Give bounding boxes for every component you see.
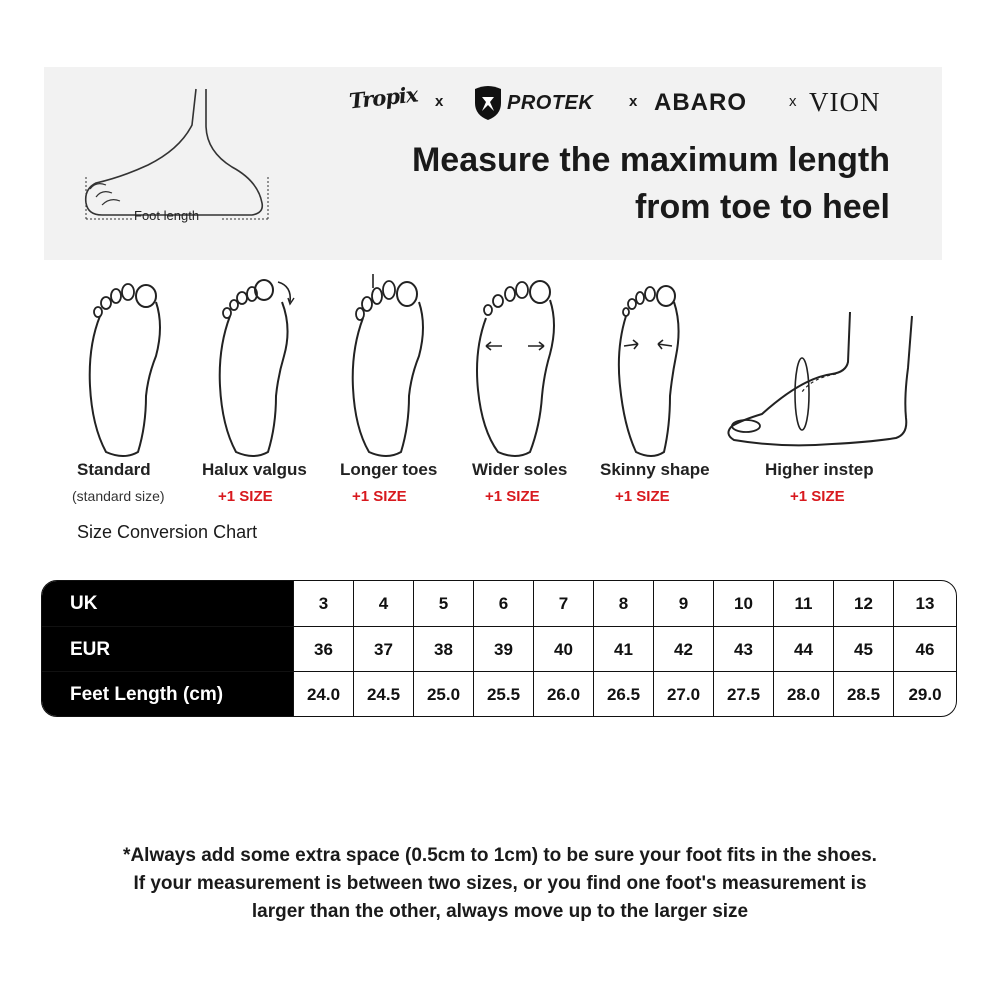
size-cell: 26.0 [533, 672, 593, 717]
headline-line: Measure the maximum length [411, 141, 890, 179]
foot-type-name: Halux valgus [202, 460, 307, 479]
size-cell: 45 [833, 627, 893, 672]
foot-type-name: Higher instep [765, 460, 874, 479]
size-cell: 44 [773, 627, 833, 672]
size-cell: 7 [533, 581, 593, 626]
size-cell: 28.5 [833, 672, 893, 717]
size-cell: 13 [893, 581, 956, 626]
foot-type-note: +1 SIZE [352, 488, 407, 505]
measure-banner [44, 67, 942, 260]
size-cell: 36 [293, 627, 353, 672]
size-cell: 25.0 [413, 672, 473, 717]
size-cell: 12 [833, 581, 893, 626]
size-cell: 27.5 [713, 672, 773, 717]
headline-line: from toe to heel [634, 188, 890, 226]
size-cell: 27.0 [653, 672, 713, 717]
halux-valgus-foot-icon [212, 268, 302, 458]
size-cell: 38 [413, 627, 473, 672]
size-chart-title: Size Conversion Chart [77, 522, 258, 542]
foot-type-name: Skinny shape [600, 460, 710, 479]
foot-type-name: Standard [77, 460, 151, 479]
sizing-footnote [0, 842, 1000, 926]
size-cell: 42 [653, 627, 713, 672]
size-cell: 28.0 [773, 672, 833, 717]
table-row-feet-length [42, 671, 956, 717]
abaro-logo: ABARO [654, 89, 747, 116]
footnote-line: If your measurement is between two sizes, or you find one foot's measurement is [133, 873, 867, 894]
size-cell: 24.5 [353, 672, 413, 717]
size-cell: 46 [893, 627, 956, 672]
foot-type-name: Wider soles [472, 460, 568, 479]
foot-type-note: +1 SIZE [615, 488, 670, 505]
row-header: UK [42, 581, 293, 626]
higher-instep-foot-icon [722, 308, 922, 458]
row-header: Feet Length (cm) [42, 672, 293, 717]
size-cell: 5 [413, 581, 473, 626]
size-conversion-table [41, 580, 957, 717]
size-cell: 43 [713, 627, 773, 672]
protek-shield-icon [473, 85, 503, 121]
size-cell: 26.5 [593, 672, 653, 717]
foot-type-note: +1 SIZE [790, 488, 845, 505]
vion-logo: VION [809, 87, 881, 117]
foot-length-label: Foot length [134, 208, 200, 223]
standard-foot-icon [80, 276, 170, 458]
size-cell: 25.5 [473, 672, 533, 717]
protek-logo: PROTEK [507, 92, 594, 114]
side-foot-icon [82, 85, 282, 225]
brand-separator: x [435, 93, 444, 110]
table-row-eur [42, 626, 956, 672]
foot-type-note: (standard size) [72, 488, 165, 504]
brand-separator: x [789, 93, 797, 110]
brand-row [347, 81, 909, 125]
size-cell: 24.0 [293, 672, 353, 717]
longer-toes-foot-icon [345, 272, 435, 458]
headline [412, 137, 890, 231]
foot-type-note: +1 SIZE [218, 488, 273, 505]
size-cell: 8 [593, 581, 653, 626]
skinny-shape-foot-icon [610, 276, 690, 458]
size-cell: 6 [473, 581, 533, 626]
size-cell: 11 [773, 581, 833, 626]
foot-type-note: +1 SIZE [485, 488, 540, 505]
footnote-line: larger than the other, always move up to the larger size [251, 901, 749, 922]
size-cell: 41 [593, 627, 653, 672]
brand-separator: x [629, 93, 638, 110]
size-cell: 9 [653, 581, 713, 626]
size-cell: 4 [353, 581, 413, 626]
size-cell: 37 [353, 627, 413, 672]
wider-soles-foot-icon [472, 274, 562, 458]
size-cell: 29.0 [893, 672, 956, 717]
size-cell: 39 [473, 627, 533, 672]
row-header: EUR [42, 627, 293, 672]
footnote-line: *Always add some extra space (0.5cm to 1cm) to be sure your foot fits in the shoes. [123, 845, 877, 866]
table-row-uk [42, 581, 956, 626]
size-cell: 3 [293, 581, 353, 626]
foot-type-name: Longer toes [340, 460, 438, 479]
tropix-logo: Tropix [347, 81, 419, 114]
foot-types [0, 268, 1000, 508]
size-cell: 10 [713, 581, 773, 626]
size-cell: 40 [533, 627, 593, 672]
